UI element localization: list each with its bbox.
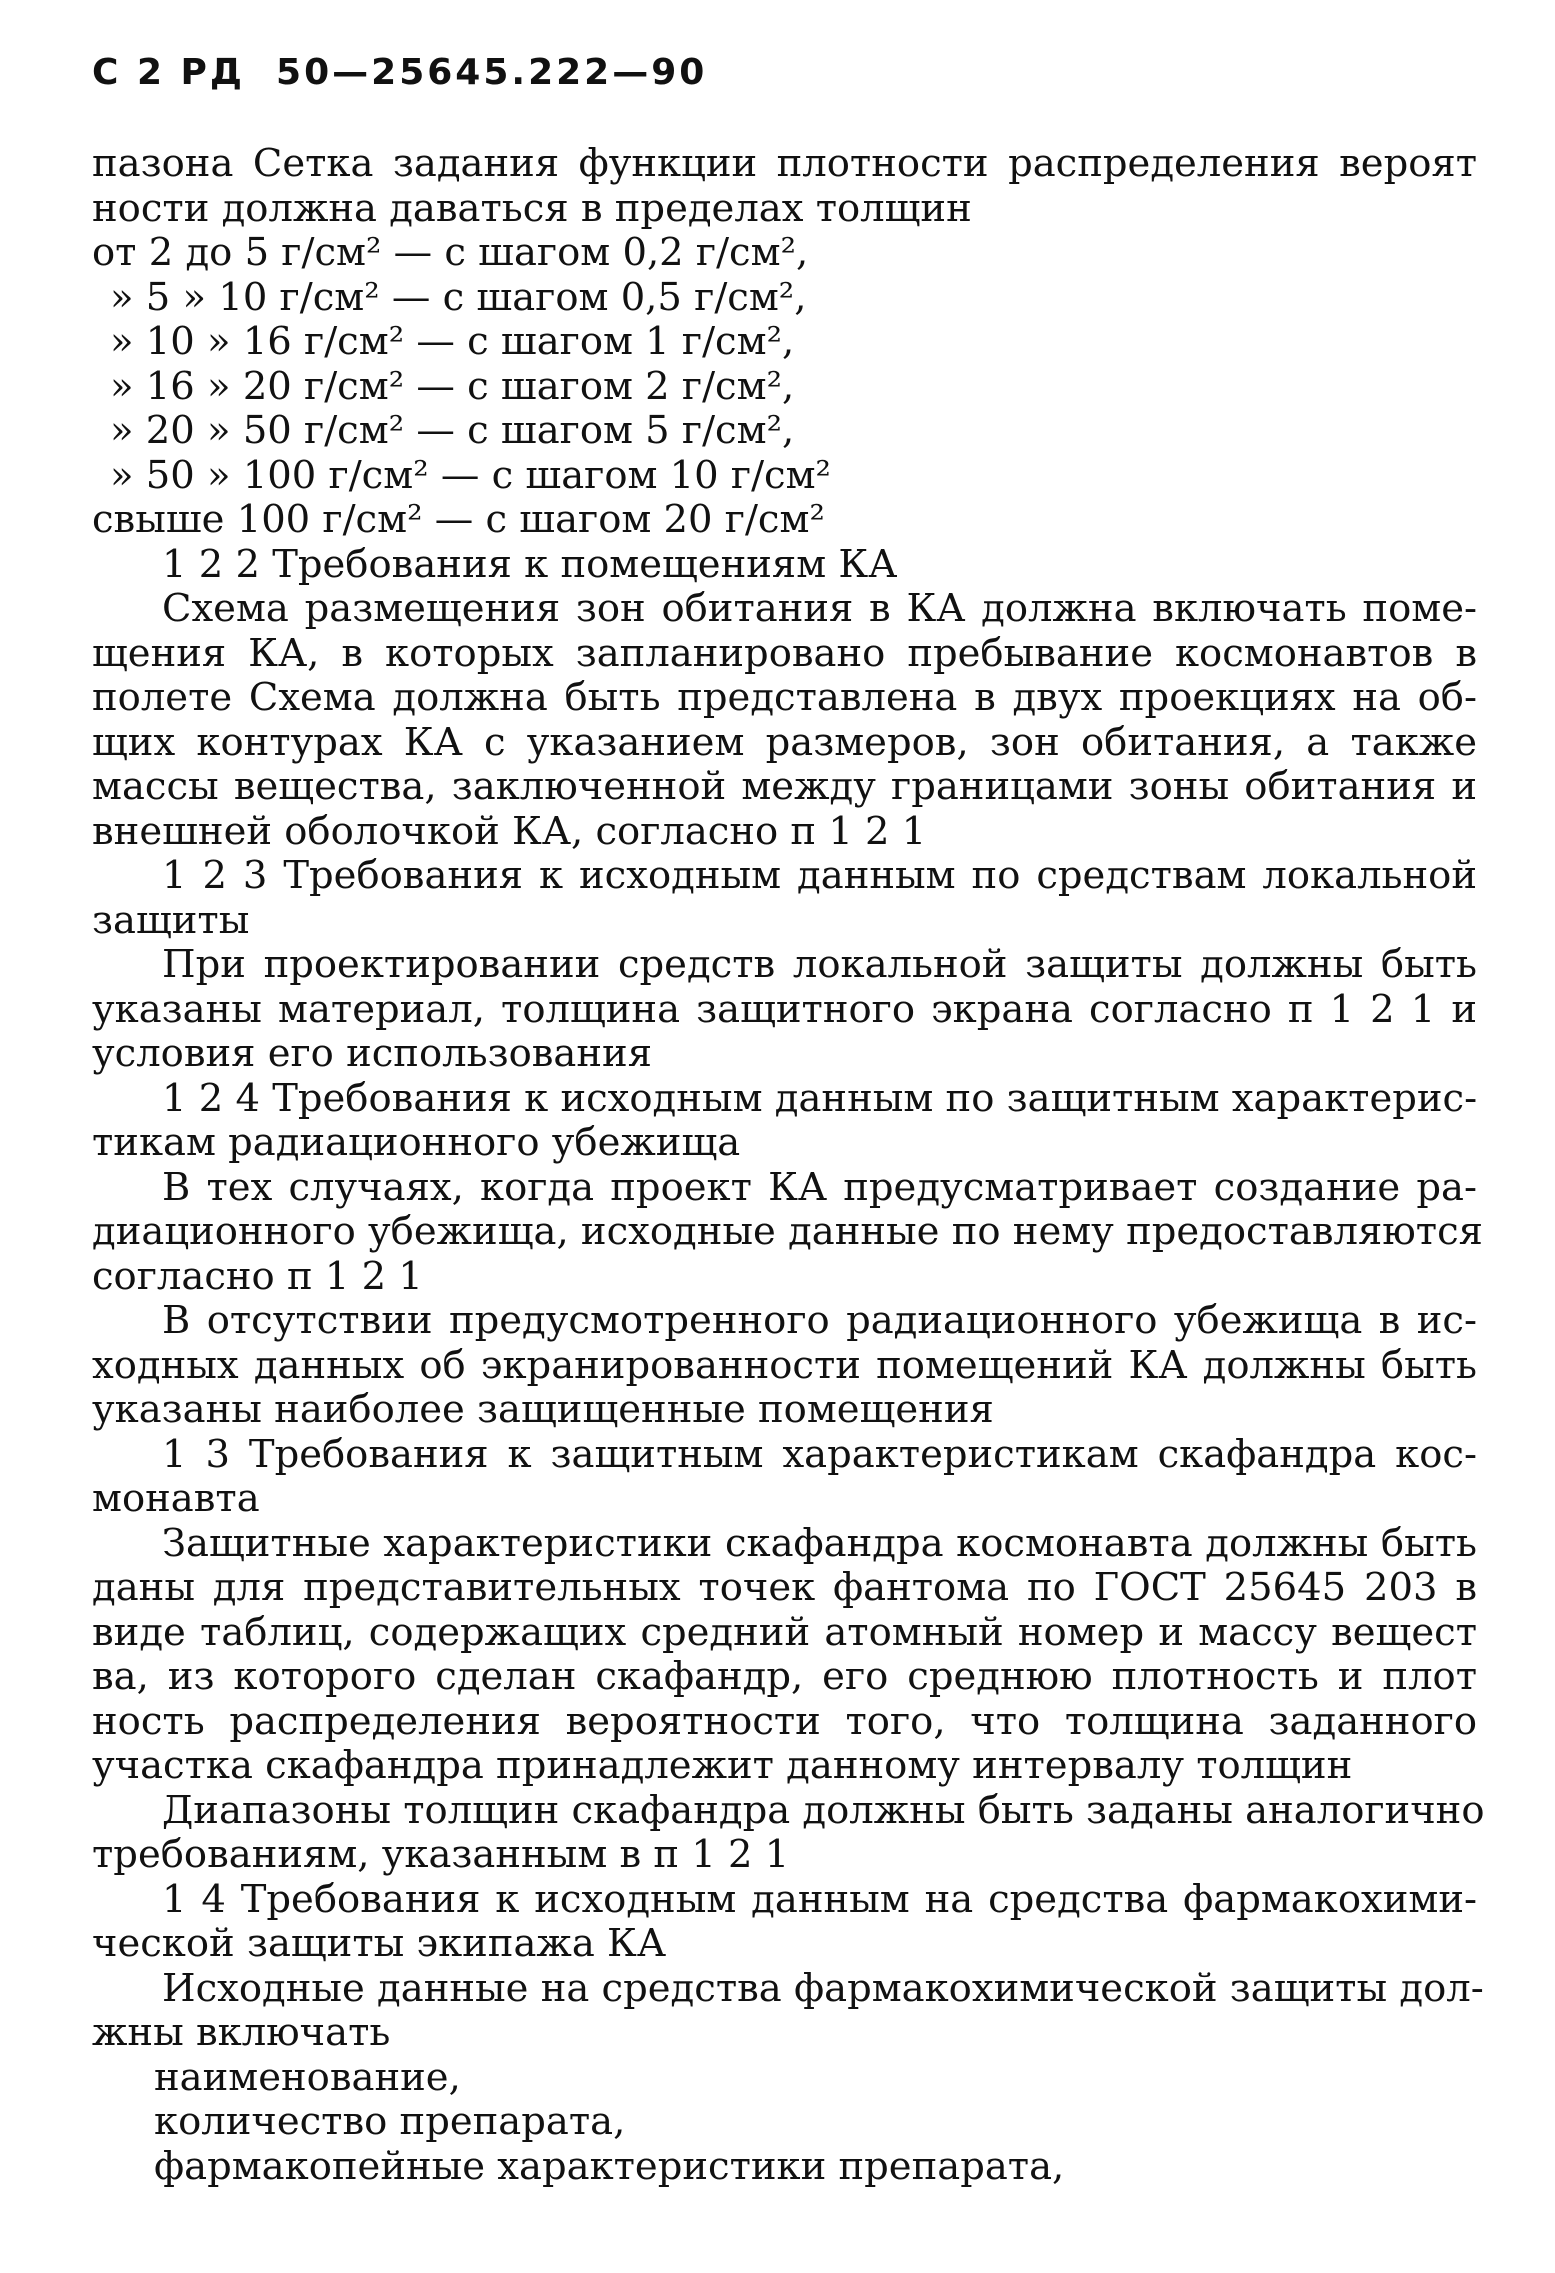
text-line: монавта	[92, 1476, 260, 1521]
text-line: Защитные характеристики скафандра космонавта должны быть	[162, 1520, 1477, 1566]
text-line: ности должна даваться в пределах толщин	[92, 185, 972, 231]
section-heading: 1 2 2 Требования к помещениям КА	[162, 541, 898, 587]
section-heading: 1 4 Требования к исходным данным на средства фармакохими-	[162, 1876, 1477, 1922]
text-line: даны для представительных точек фантома по ГОСТ 25645 203 в	[92, 1565, 1477, 1610]
text-line: указаны наиболее защищенные помещения	[92, 1387, 994, 1432]
text-line: » 50 » 100 г/см² — с шагом 10 г/см²	[110, 452, 831, 498]
list-item: количество препарата,	[154, 2099, 626, 2144]
text-line: полете Схема должна быть представлена в двух проекциях на об-	[92, 675, 1477, 720]
text-line: условия его использования	[92, 1031, 652, 1076]
text-line: свыше 100 г/см² — с шагом 20 г/см²	[92, 497, 825, 542]
text-line: » 16 » 20 г/см² — с шагом 2 г/см²,	[110, 363, 795, 409]
text-line: тикам радиационного убежища	[92, 1120, 741, 1165]
text-line: щих контурах КА с указанием размеров, зон обитания, а также	[92, 719, 1477, 765]
text-line: согласно п 1 2 1	[92, 1253, 423, 1299]
text-line: пазона Сетка задания функции плотности распределения вероят	[92, 141, 1477, 186]
text-line: Диапазоны толщин скафандра должны быть заданы аналогично	[162, 1787, 1485, 1833]
text-line: диационного убежища, исходные данные по нему предоставляются	[92, 1209, 1483, 1254]
text-line: ходных данных об экранированности помещений КА должны быть	[92, 1342, 1477, 1388]
text-line: Исходные данные на средства фармакохимической защиты дол-	[162, 1965, 1484, 2011]
text-line: указаны материал, толщина защитного экрана согласно п 1 2 1 и	[92, 986, 1477, 1032]
text-line: щения КА, в которых запланировано пребывание космонавтов в	[92, 630, 1477, 676]
list-item: наименование,	[154, 2054, 461, 2100]
text-line: виде таблиц, содержащих средний атомный номер и массу вещест	[92, 1609, 1477, 1655]
text-line: массы вещества, заключенной между границами зоны обитания и	[92, 764, 1477, 809]
text-line: » 5 » 10 г/см² — с шагом 0,5 г/см²,	[110, 274, 807, 320]
section-heading: 1 3 Требования к защитным характеристикам скафандра кос-	[162, 1431, 1477, 1477]
text-line: внешней оболочкой КА, согласно п 1 2 1	[92, 808, 927, 854]
text-line: При проектировании средств локальной защиты должны быть	[162, 942, 1477, 987]
text-line: В отсутствии предусмотренного радиационного убежища в ис-	[162, 1298, 1477, 1343]
section-heading: 1 2 3 Требования к исходным данным по средствам локальной	[162, 853, 1477, 898]
list-item: фармакопейные характеристики препарата,	[154, 2143, 1065, 2189]
text-line: Схема размещения зон обитания в КА должна включать поме-	[162, 586, 1477, 631]
text-line: ческой защиты экипажа КА	[92, 1921, 666, 1966]
section-heading: 1 2 4 Требования к исходным данным по защитным характерис-	[162, 1075, 1478, 1121]
text-line: ность распределения вероятности того, что толщина заданного	[92, 1698, 1477, 1744]
text-line: ва, из которого сделан скафандр, его среднюю плотность и плот	[92, 1654, 1477, 1699]
text-line: требованиям, указанным в п 1 2 1	[92, 1832, 790, 1877]
text-line: » 10 » 16 г/см² — с шагом 1 г/см²,	[110, 319, 795, 364]
text-line: участка скафандра принадлежит данному интервалу толщин	[92, 1743, 1353, 1788]
text-line: В тех случаях, когда проект КА предусматривает создание ра-	[162, 1164, 1477, 1210]
text-line: от 2 до 5 г/см² — с шагом 0,2 г/см²,	[92, 230, 809, 275]
text-line: защиты	[92, 897, 250, 943]
page-header: С 2 РД 50—25645.222—90	[92, 52, 708, 93]
document-body	[92, 141, 1485, 2189]
text-line: » 20 » 50 г/см² — с шагом 5 г/см²,	[110, 408, 795, 453]
text-line: жны включать	[92, 2010, 391, 2055]
